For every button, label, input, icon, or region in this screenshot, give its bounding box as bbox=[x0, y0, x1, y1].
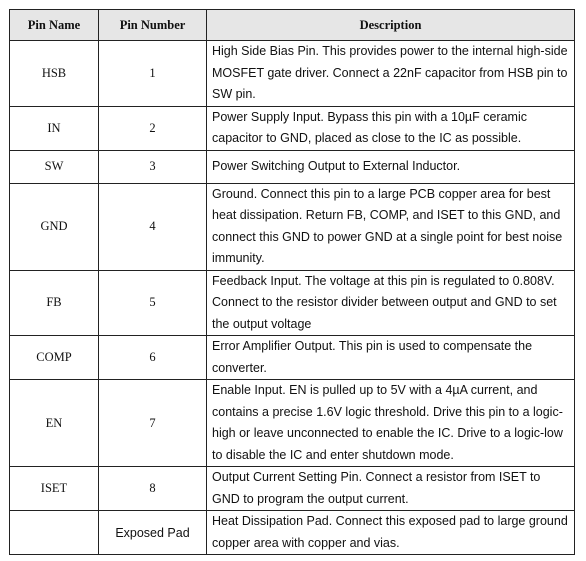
pin-name-cell bbox=[10, 511, 99, 555]
pin-name-cell: HSB bbox=[10, 41, 99, 107]
pin-description-cell: Output Current Setting Pin. Connect a resistor from ISET to GND to program the output current. bbox=[207, 467, 575, 511]
pin-description-cell: Ground. Connect this pin to a large PCB copper area for best heat dissipation. Return FB, COMP, and ISET to this GND, and connect this GND to power GND at a single point for best noise immunity. bbox=[207, 183, 575, 270]
pin-description-table bbox=[9, 9, 575, 555]
table-row bbox=[10, 150, 575, 183]
pin-description-cell: Error Amplifier Output. This pin is used to compensate the converter. bbox=[207, 336, 575, 380]
pin-number-cell: 2 bbox=[99, 106, 207, 150]
pin-description-cell: High Side Bias Pin. This provides power to the internal high-side MOSFET gate driver. Connect a 22nF capacitor from HSB pin to SW pin. bbox=[207, 41, 575, 107]
pin-description-cell: Power Supply Input. Bypass this pin with a 10µF ceramic capacitor to GND, placed as close to the IC as possible. bbox=[207, 106, 575, 150]
pin-number-cell: 5 bbox=[99, 270, 207, 336]
header-pin-number: Pin Number bbox=[99, 10, 207, 41]
pin-name-cell: ISET bbox=[10, 467, 99, 511]
header-pin-name: Pin Name bbox=[10, 10, 99, 41]
table-row bbox=[10, 183, 575, 270]
pin-description-cell: Enable Input. EN is pulled up to 5V with a 4µA current, and contains a precise 1.6V logic threshold. Drive this pin to a logic-high or leave unconnected to enable the IC. Drive to a logic-low to disable the IC and enter shutdown mode. bbox=[207, 380, 575, 467]
table-row bbox=[10, 270, 575, 336]
pin-name-cell: FB bbox=[10, 270, 99, 336]
pin-description-cell: Feedback Input. The voltage at this pin is regulated to 0.808V. Connect to the resistor divider between output and GND to set the output voltage bbox=[207, 270, 575, 336]
table-row bbox=[10, 467, 575, 511]
table-row bbox=[10, 511, 575, 555]
pin-name-cell: COMP bbox=[10, 336, 99, 380]
pin-name-cell: EN bbox=[10, 380, 99, 467]
pin-number-cell: 7 bbox=[99, 380, 207, 467]
pin-number-cell: 8 bbox=[99, 467, 207, 511]
pin-name-cell: SW bbox=[10, 150, 99, 183]
table-row bbox=[10, 41, 575, 107]
header-description: Description bbox=[207, 10, 575, 41]
pin-number-cell: 6 bbox=[99, 336, 207, 380]
pin-name-cell: IN bbox=[10, 106, 99, 150]
table-row bbox=[10, 106, 575, 150]
table-header-row bbox=[10, 10, 575, 41]
pin-description-cell: Heat Dissipation Pad. Connect this exposed pad to large ground copper area with copper and vias. bbox=[207, 511, 575, 555]
pin-number-cell: 3 bbox=[99, 150, 207, 183]
table-row bbox=[10, 380, 575, 467]
pin-number-cell: Exposed Pad bbox=[99, 511, 207, 555]
pin-number-cell: 4 bbox=[99, 183, 207, 270]
pin-name-cell: GND bbox=[10, 183, 99, 270]
pin-number-cell: 1 bbox=[99, 41, 207, 107]
pin-description-cell: Power Switching Output to External Inductor. bbox=[207, 150, 575, 183]
table-row bbox=[10, 336, 575, 380]
